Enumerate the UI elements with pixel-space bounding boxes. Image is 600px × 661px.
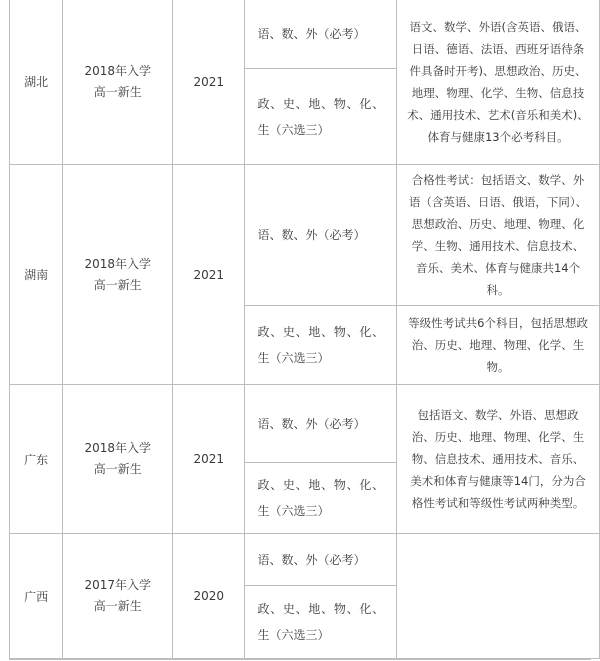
grade-level-text: 高一新生	[93, 277, 142, 292]
exam-reform-table	[9, 0, 600, 659]
province-cell: 湖南	[10, 165, 63, 385]
grade-cell	[63, 534, 173, 659]
grade-year-text: 2017年入学	[84, 578, 152, 592]
exam-subjects-description	[397, 534, 600, 659]
implementation-year-cell: 2021	[173, 165, 245, 385]
elective-subjects-cell: 政、史、地、物、化、生（六选三）	[245, 69, 397, 165]
province-cell: 广西	[10, 534, 63, 659]
table-bottom-border	[9, 659, 591, 660]
graded-exam-description: 等级性考试共6个科目，包括思想政治、历史、地理、物理、化学、生物。	[397, 306, 600, 385]
grade-level-text: 高一新生	[93, 599, 142, 613]
grade-cell	[63, 165, 173, 385]
exam-subjects-description: 包括语文、数学、外语、思想政治、历史、地理、物理、化学、生物、信息技术、通用技术、音乐、美术和体育与健康等14门，分为合格性考试和等级性考试两种类型。	[397, 385, 600, 534]
required-subjects-cell: 语、数、外（必考）	[245, 165, 397, 306]
grade-year-text: 2018年入学	[84, 441, 152, 455]
table-row	[10, 534, 600, 586]
required-subjects-cell: 语、数、外（必考）	[245, 385, 397, 463]
grade-cell	[63, 385, 173, 534]
exam-subjects-description: 语文、数学、外语(含英语、俄语、日语、德语、法语、西班牙语待条件具备时开考)、思想政治、历史、地理、物理、化学、生物、信息技术、通用技术、艺术(音乐和美术)、体育与健康13个必考科目。	[397, 0, 600, 165]
table-row	[10, 165, 600, 306]
implementation-year-cell: 2021	[173, 385, 245, 534]
table-row	[10, 0, 600, 69]
province-cell: 广东	[10, 385, 63, 534]
grade-year-text: 2018年入学	[84, 256, 152, 271]
required-subjects-cell: 语、数、外（必考）	[245, 534, 397, 586]
grade-level-text: 高一新生	[93, 84, 142, 99]
province-cell: 湖北	[10, 0, 63, 165]
elective-subjects-cell: 政、史、地、物、化、生（六选三）	[245, 463, 397, 534]
grade-year-text: 2018年入学	[84, 63, 152, 78]
grade-level-text: 高一新生	[93, 462, 142, 476]
table-row	[10, 385, 600, 463]
implementation-year-cell: 2021	[173, 0, 245, 165]
exam-subjects-description: 合格性考试：包括语文、数学、外语（含英语、日语、俄语，下同）、思想政治、历史、地理、物理、化学、生物、通用技术、信息技术、音乐、美术、体育与健康共14个科。	[397, 165, 600, 306]
implementation-year-cell: 2020	[173, 534, 245, 659]
required-subjects-cell: 语、数、外（必考）	[245, 0, 397, 69]
grade-cell	[63, 0, 173, 165]
elective-subjects-cell: 政、史、地、物、化、生（六选三）	[245, 586, 397, 659]
elective-subjects-cell: 政、史、地、物、化、生（六选三）	[245, 306, 397, 385]
